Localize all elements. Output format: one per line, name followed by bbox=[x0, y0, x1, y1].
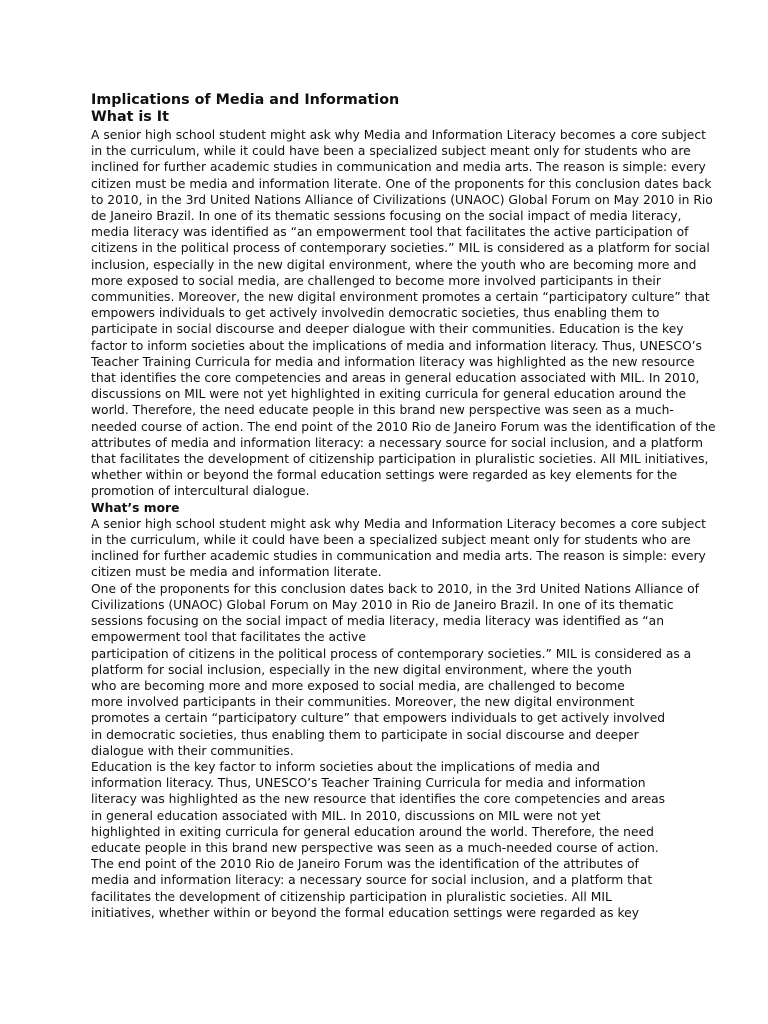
document-page bbox=[91, 92, 739, 921]
text-line: more involved participants in their communities. Moreover, the new digital environment bbox=[91, 695, 635, 710]
section-heading-what-is-it: What is It bbox=[91, 109, 169, 125]
text-line: media literacy was identified as “an empowerment tool that facilitates the active participation of bbox=[91, 225, 689, 240]
text-line: participate in social discourse and deeper dialogue with their communities. Education is the key bbox=[91, 322, 684, 337]
text-line: educate people in this brand new perspective was seen as a much-needed course of action. bbox=[91, 840, 659, 855]
text-line: Civilizations (UNAOC) Global Forum on May 2010 in Rio de Janeiro Brazil. In one of its thematic bbox=[91, 597, 674, 612]
text-line: discussions on MIL were not yet highlighted in exiting curricula for general education around the bbox=[91, 387, 687, 402]
text-line: in democratic societies, thus enabling them to participate in social discourse and deeper bbox=[91, 727, 639, 742]
text-line: to 2010, in the 3rd United Nations Alliance of Civilizations (UNAOC) Global Forum on May 2010 in Rio bbox=[91, 192, 713, 207]
text-line: that identifies the core competencies and areas in general education associated with MIL. In 2010, bbox=[91, 371, 700, 386]
text-line: in general education associated with MIL. In 2010, discussions on MIL were not yet bbox=[91, 808, 601, 823]
section-what-is-it-paragraph bbox=[91, 127, 739, 500]
text-line: One of the proponents for this conclusion dates back to 2010, in the 3rd United Nations Alliance of bbox=[91, 581, 699, 596]
paragraph bbox=[91, 856, 739, 921]
text-line: in the curriculum, while it could have been a specialized subject meant only for students who are bbox=[91, 144, 691, 159]
paragraph bbox=[91, 759, 739, 856]
text-line: A senior high school student might ask why Media and Information Literacy becomes a core subject bbox=[91, 128, 706, 142]
text-line: factor to inform societies about the implications of media and information literacy. Thus, UNESCO’s bbox=[91, 338, 702, 353]
text-line: dialogue with their communities. bbox=[91, 743, 294, 758]
text-line: that facilitates the development of citizenship participation in pluralistic societies. All MIL initiatives, bbox=[91, 452, 709, 467]
text-line: participation of citizens in the political process of contemporary societies.” MIL is considered as a bbox=[91, 646, 692, 661]
text-line: The end point of the 2010 Rio de Janeiro Forum was the identification of the attributes of bbox=[91, 857, 639, 872]
text-line: information literacy. Thus, UNESCO’s Teacher Training Curricula for media and information bbox=[91, 776, 646, 791]
text-line: attributes of media and information literacy: a necessary source for social inclusion, and a platform bbox=[91, 435, 703, 450]
text-line: needed course of action. The end point of the 2010 Rio de Janeiro Forum was the identification of the bbox=[91, 419, 716, 434]
text-line: Education is the key factor to inform societies about the implications of media and bbox=[91, 759, 600, 774]
text-line: literacy was highlighted as the new resource that identifies the core competencies and areas bbox=[91, 792, 666, 807]
text-line: empowerment tool that facilitates the active bbox=[91, 630, 366, 645]
text-line: empowers individuals to get actively involvedin democratic societies, thus enabling them to bbox=[91, 306, 660, 321]
text-line: promotes a certain “participatory culture” that empowers individuals to get actively involved bbox=[91, 711, 666, 726]
text-line: platform for social inclusion, especially in the new digital environment, where the youth bbox=[91, 662, 632, 677]
text-line: inclined for further academic studies in communication and media arts. The reason is simple: every bbox=[91, 160, 706, 175]
text-line: inclusion, especially in the new digital environment, where the youth who are becoming more and bbox=[91, 257, 697, 272]
text-line: more exposed to social media, are challenged to become more involved participants in their bbox=[91, 273, 661, 288]
text-line: whether within or beyond the formal education settings were regarded as key elements for the bbox=[91, 468, 678, 483]
text-line: facilitates the development of citizenship participation in pluralistic societies. All MIL bbox=[91, 889, 612, 904]
text-line: inclined for further academic studies in communication and media arts. The reason is simple: every bbox=[91, 549, 706, 564]
paragraph bbox=[91, 516, 739, 581]
text-line: promotion of intercultural dialogue. bbox=[91, 484, 310, 499]
text-line: citizens in the political process of contemporary societies.” MIL is considered as a platform for social bbox=[91, 241, 710, 256]
text-line: sessions focusing on the social impact of media literacy, media literacy was identified as “an bbox=[91, 614, 664, 629]
text-line: world. Therefore, the need educate people in this brand new perspective was seen as a much- bbox=[91, 403, 674, 418]
text-line: communities. Moreover, the new digital environment promotes a certain “participatory culture” that bbox=[91, 290, 710, 305]
text-line: citizen must be media and information literate. bbox=[91, 565, 382, 580]
section-whats-more-body bbox=[91, 516, 739, 921]
paragraph bbox=[91, 581, 739, 759]
text-line: who are becoming more and more exposed to social media, are challenged to become bbox=[91, 678, 625, 693]
text-line: initiatives, whether within or beyond the formal education settings were regarded as key bbox=[91, 905, 640, 920]
text-line: de Janeiro Brazil. In one of its thematic sessions focusing on the social impact of media literacy, bbox=[91, 209, 682, 224]
text-line: Teacher Training Curricula for media and information literacy was highlighted as the new resource bbox=[91, 354, 695, 369]
text-line: media and information literacy: a necessary source for social inclusion, and a platform that bbox=[91, 873, 653, 888]
text-line: citizen must be media and information literate. One of the proponents for this conclusion dates back bbox=[91, 176, 712, 191]
text-line: in the curriculum, while it could have been a specialized subject meant only for students who are bbox=[91, 533, 691, 548]
text-line: highlighted in exiting curricula for general education around the world. Therefore, the need bbox=[91, 824, 654, 839]
text-line: A senior high school student might ask why Media and Information Literacy becomes a core subject bbox=[91, 516, 706, 531]
document-title: Implications of Media and Information bbox=[91, 92, 400, 108]
section-heading-whats-more: What’s more bbox=[91, 500, 180, 515]
